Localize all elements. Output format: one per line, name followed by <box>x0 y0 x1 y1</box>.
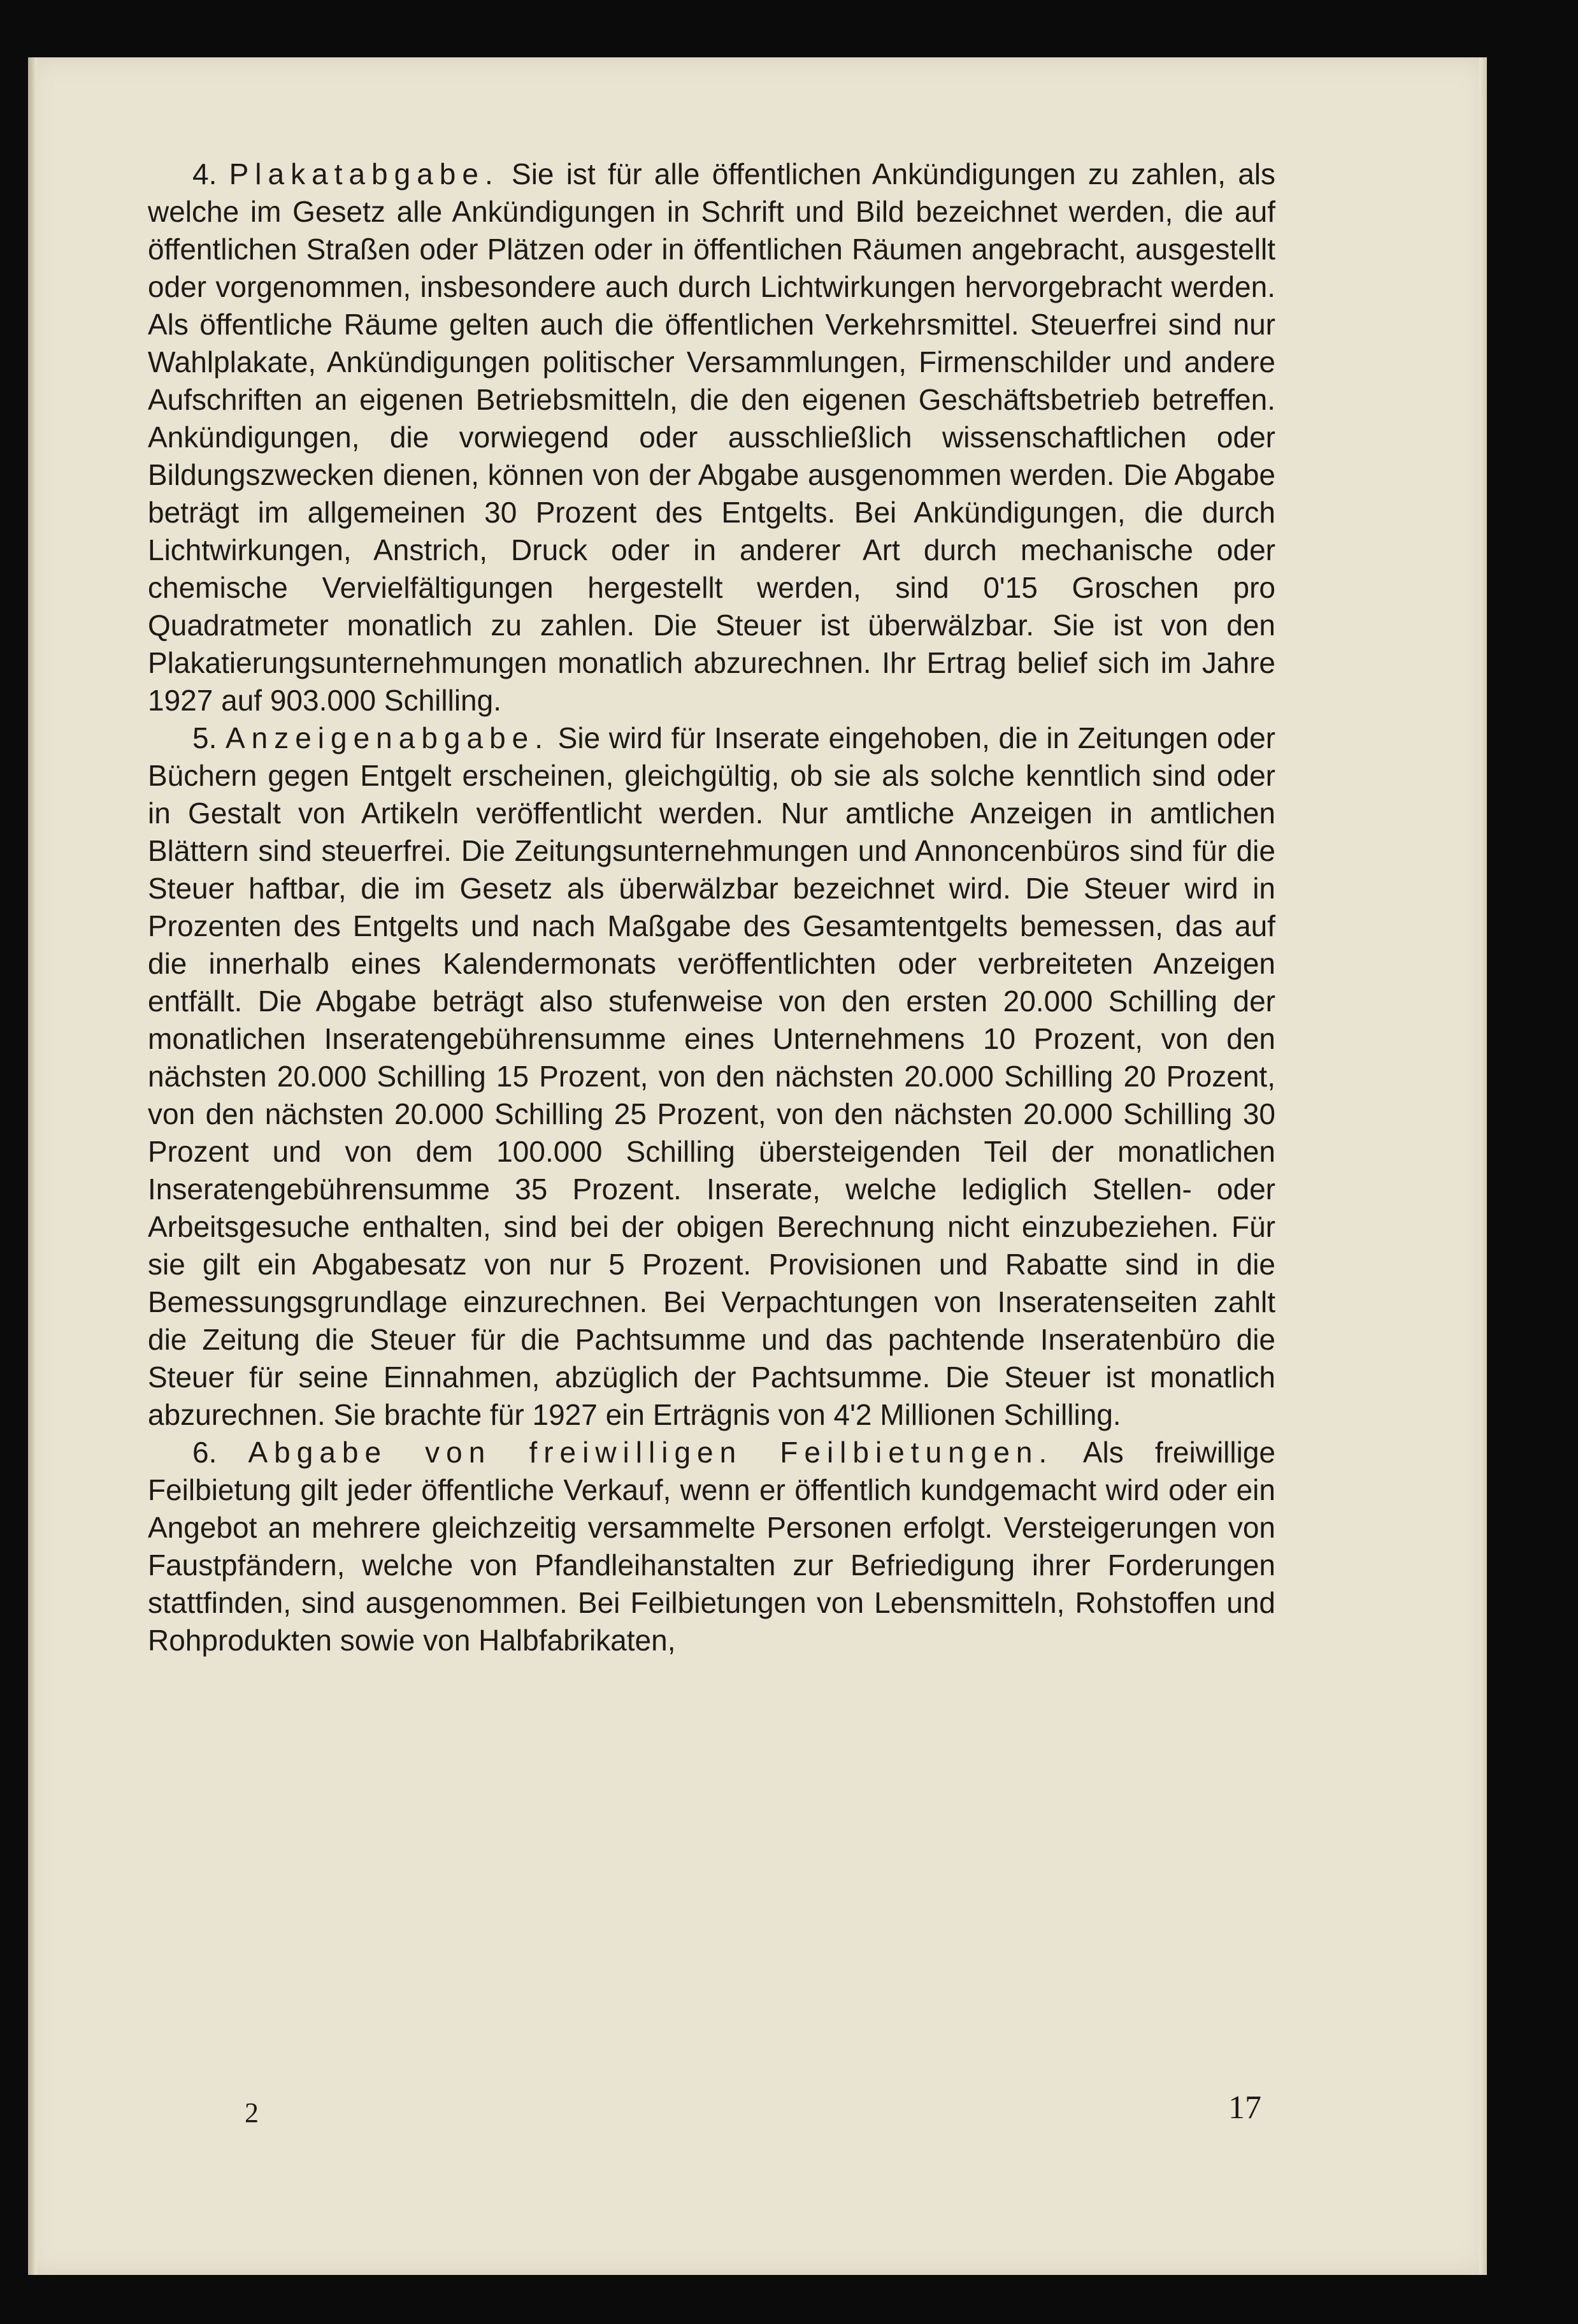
section-heading: Plakatabgabe. <box>229 157 499 191</box>
signature-mark: 2 <box>245 2097 259 2128</box>
paragraph-text: Als freiwillige Feilbietung gilt jeder öffentliche Verkauf, wenn er öffentlich kundgemacht wird oder ein Angebot an mehrere gleichzeitig versammelte Personen erfolgt. Versteigerungen von Faustpfändern, welche von Pfandleihanstalten zur Befriedigung ihrer Forderungen stattfinden, sind ausgenommen. Bei Feilbietungen von Lebensmitteln, Rohstoffen und Rohprodukten sowie von Halbfabrikaten, <box>148 1436 1275 1657</box>
page-number: 17 <box>1228 2089 1261 2126</box>
section-number: 6. <box>192 1436 217 1469</box>
paragraph-feilbietungen <box>148 1434 1275 1659</box>
section-number: 4. <box>192 157 217 191</box>
page-spine-shadow <box>28 57 37 2275</box>
paragraph-plakatabgabe <box>148 155 1275 719</box>
section-heading: Anzeigenabgabe. <box>225 721 550 754</box>
section-heading: Abgabe von freiwilligen Feilbietungen. <box>248 1436 1054 1469</box>
paragraph-text: Sie wird für Inserate eingehoben, die in Zeitungen oder Büchern gegen Entgelt erscheinen, gleichgültig, ob sie als solche kenntlich sind oder in Gestalt von Artikeln veröffentlicht werden. Nur amtliche Anzeigen in amtlichen Blättern sind steuerfrei. Die Zeitungsunternehmungen und Annoncenbüros sind für die Steuer haftbar, die im Gesetz als überwälzbar bezeichnet wird. Die Steuer wird in Prozenten des Entgelts und nach Maßgabe des Gesamtentgelts bemessen, das auf die innerhalb eines Kalendermonats veröffentlichten oder verbreiteten Anzeigen entfällt. Die Abgabe beträgt also stufenweise von den ersten 20.000 Schilling der monatlichen Inseratengebührensumme eines Unternehmens 10 Prozent, von den nächsten 20.000 Schilling 15 Prozent, von den nächsten 20.000 Schilling 20 Prozent, von den nächsten 20.000 Schilling 25 Prozent, von den nächsten 20.000 Schilling 30 Prozent und von dem 100.000 Schilling übersteigenden Teil der monatlichen Inseratengebührensumme 35 Prozent. Inserate, welche lediglich Stellen- oder Arbeitsgesuche enthalten, sind bei der obigen Berechnung nicht einzubeziehen. Für sie gilt ein Abgabesatz von nur 5 Prozent. Provisionen und Rabatte sind in die Bemessungsgrundlage einzurechnen. Bei Verpachtungen von Inseratenseiten zahlt die Zeitung die Steuer für die Pachtsumme und das pachtende Inseratenbüro die Steuer für seine Einnahmen, abzüglich der Pachtsumme. Die Steuer ist monatlich abzurechnen. Sie brachte für 1927 ein Erträgnis von 4'2 Millionen Schilling. <box>148 721 1276 1431</box>
body-text <box>148 155 1275 1659</box>
section-number: 5. <box>192 721 217 754</box>
paragraph-text: Sie ist für alle öffentlichen Ankündigungen zu zahlen, als welche im Gesetz alle Ankündigungen in Schrift und Bild bezeichnet werden, die auf öffentlichen Straßen oder Plätzen oder in öffentlichen Räumen angebracht, ausgestellt oder vorgenommen, insbesondere auch durch Lichtwirkungen hervorgebracht werden. Als öffentliche Räume gelten auch die öffentlichen Verkehrsmittel. Steuerfrei sind nur Wahlplakate, Ankündigungen politischer Versammlungen, Firmenschilder und andere Aufschriften an eigenen Betriebsmitteln, die den eigenen Geschäftsbetrieb betreffen. Ankündigungen, die vorwiegend oder ausschließlich wissenschaftlichen oder Bildungszwecken dienen, können von der Abgabe ausgenommen werden. Die Abgabe beträgt im allgemeinen 30 Prozent des Entgelts. Bei Ankündigungen, die durch Lichtwirkungen, Anstrich, Druck oder in anderer Art durch mechanische oder chemische Vervielfältigungen hergestellt werden, sind 0'15 Groschen pro Quadratmeter monatlich zu zahlen. Die Steuer ist überwälzbar. Sie ist von den Plakatierungsunternehmungen monatlich abzurechnen. Ihr Ertrag belief sich im Jahre 1927 auf 903.000 Schilling. <box>148 157 1276 717</box>
paragraph-anzeigenabgabe <box>148 719 1275 1434</box>
page-edge <box>1479 57 1487 2275</box>
